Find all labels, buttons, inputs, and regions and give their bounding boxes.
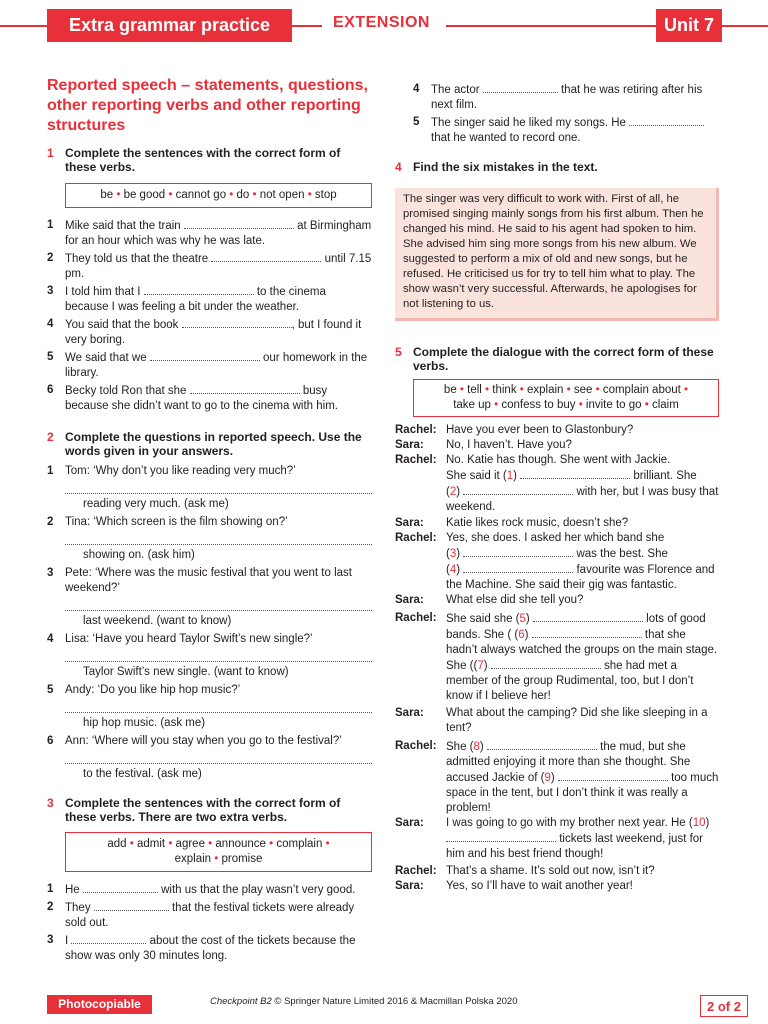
ex2-item-end: reading very much. (ask me) [83, 498, 229, 510]
bullet-separator: • [519, 384, 524, 396]
answer-line[interactable] [65, 479, 372, 494]
ex3-item: 2 They that the festival tickets were already sold out. [47, 901, 355, 929]
answer-gap[interactable] [463, 546, 573, 557]
header-rule-mid1 [292, 25, 322, 27]
dialogue-line: Rachel: Have you ever been to Glastonbury? [395, 424, 634, 436]
ex1-instruction-text: Complete the sentences with the correct form of these verbs. [65, 146, 341, 174]
ex2-item: 2 Tina: ‘Which screen is the film showing on?’ [47, 516, 288, 528]
bullet-separator: • [459, 384, 464, 396]
bullet-separator: • [566, 384, 571, 396]
dialogue-line: Sara: Yes, so I’ll have to wait another year! [395, 880, 633, 892]
ex1-item: 2 They told us that the theatre until 7.15 pm. [47, 252, 372, 280]
answer-line[interactable] [65, 749, 372, 764]
ex2-items [47, 464, 372, 782]
answer-gap[interactable] [629, 115, 704, 126]
photocopiable-badge: Photocopiable [47, 995, 152, 1014]
answer-gap[interactable] [446, 831, 556, 842]
ex2-item: 4 Lisa: ‘Have you heard Taylor Swift’s new single?’ [47, 633, 313, 645]
answer-gap[interactable] [463, 562, 573, 573]
bullet-separator: • [168, 189, 173, 201]
ex3-word-box: add • admit • agree • announce • complain • explain • promise [65, 832, 372, 872]
ex2-item-end: to the festival. (ask me) [83, 768, 202, 780]
ex1-instruction [47, 146, 372, 174]
right-column [395, 82, 719, 894]
dialogue-line: Rachel: That’s a shame. It’s sold out now, isn’t it? [395, 865, 655, 877]
bullet-separator: • [214, 853, 219, 865]
ex1-item: 1 Mike said that the train at Birmingham for an hour which was why he was late. [47, 219, 372, 247]
bullet-separator: • [229, 189, 234, 201]
answer-gap[interactable] [491, 658, 601, 669]
bullet-separator: • [494, 399, 499, 411]
header-unit: Unit 7 [656, 9, 722, 42]
ex1-item: 3 I told him that I to the cinema because I was feeling a bit under the weather. [47, 285, 326, 313]
header-rule-right [722, 25, 768, 27]
ex2-item: 5 Andy: ‘Do you like hip hop music?’ [47, 684, 241, 696]
ex3-item: 1 He with us that the play wasn’t very good. [47, 883, 356, 896]
section-title: Reported speech – statements, questions, other reporting verbs and other reporting structures [47, 77, 368, 134]
answer-line[interactable] [65, 596, 372, 611]
answer-gap[interactable] [94, 900, 169, 911]
bullet-separator: • [595, 384, 600, 396]
dialogue-line: Rachel: No. Katie has though. She went with Jackie. She said it (1) brilliant. She (2) with her, but I was busy that weekend. [395, 454, 719, 513]
ex4-text-box: The singer was very difficult to work with. First of all, he promised singing mainly songs from his first album. Then he changed his mind. He said to his agent had spoken to him. She advised him sing more songs from his new album. We suggested to perform a mix of old and new songs, but he refused. He criticised us for try to tell him what to play. The show wasn’t very successful. Afterwards, he apologises for not listening to us. [395, 188, 719, 321]
ex2-item: 6 Ann: ‘Where will you stay when you go to the festival?’ [47, 735, 342, 747]
answer-gap[interactable] [182, 317, 292, 328]
dialogue-line: Sara: Katie likes rock music, doesn’t she? [395, 517, 629, 529]
answer-gap[interactable] [83, 882, 158, 893]
ex3-item: 3 I about the cost of the tickets because the show was only 30 minutes long. [47, 934, 356, 962]
answer-line[interactable] [65, 698, 372, 713]
dialogue-line: Rachel: Yes, she does. I asked her which band she (3) was the best. She (4) favourite was Florence and the Machine. She said their gig was fantastic. [395, 532, 715, 591]
dialogue-line: Sara: No, I haven’t. Have you? [395, 439, 572, 451]
dialogue-line: Rachel: She said she (5) lots of good bands. She ( (6) that she hadn’t always watched the groups on the main stage. She ((7) she had met a member of the group Rudimental, too, but I don’t know if I believe her! [395, 612, 718, 702]
bullet-separator: • [269, 838, 274, 850]
ex5-word-box: be • tell • think • explain • see • complain about • take up • confess to buy • invite to go • claim [413, 379, 719, 417]
answer-gap[interactable] [483, 82, 558, 93]
bullet-separator: • [485, 384, 490, 396]
ex1-item: 4 You said that the book , but I found it very boring. [47, 318, 362, 346]
bullet-separator: • [644, 399, 649, 411]
bullet-separator: • [307, 189, 312, 201]
answer-gap[interactable] [487, 739, 597, 750]
answer-gap[interactable] [532, 627, 642, 638]
answer-gap[interactable] [184, 218, 294, 229]
answer-gap[interactable] [190, 383, 300, 394]
bullet-separator: • [129, 838, 134, 850]
ex2-item-end: last weekend. (want to know) [83, 615, 232, 627]
footer-copyright: Checkpoint B2 © Springer Nature Limited 2016 & Macmillan Polska 2020 [210, 996, 518, 1007]
ex1-item: 6 Becky told Ron that she busy because she didn’t want to go to the cinema with him. [47, 384, 338, 412]
answer-gap[interactable] [150, 350, 260, 361]
ex1-number: 1 [47, 146, 54, 160]
dialogue-line: Sara: What else did she tell you? [395, 594, 584, 606]
ex2-item-end: Taylor Swift’s new single. (want to know) [83, 666, 289, 678]
bullet-separator: • [168, 838, 173, 850]
answer-gap[interactable] [71, 933, 146, 944]
bullet-separator: • [684, 384, 689, 396]
ex3-instruction: 3 Complete the sentences with the correct form of these verbs. There are two extra verbs. [47, 796, 341, 824]
ex4-instruction: 4 Find the six mistakes in the text. [395, 160, 598, 174]
dialogue-line: Sara: What about the camping? Did she like sleeping in a tent? [395, 707, 708, 734]
bullet-separator: • [325, 838, 330, 850]
ex2-instruction: 2 Complete the questions in reported speech. Use the words given in your answers. [47, 430, 362, 458]
ex2-item: 1 Tom: ‘Why don’t you like reading very much?’ [47, 465, 296, 477]
header-title: Extra grammar practice [47, 9, 292, 42]
bullet-separator: • [578, 399, 583, 411]
ex2-item: 3 Pete: ‘Where was the music festival that you went to last weekend?’ [47, 567, 352, 594]
answer-gap[interactable] [558, 770, 668, 781]
header-rule-mid2 [446, 25, 656, 27]
dialogue-line: Sara: I was going to go with my brother next year. He (10) tickets last weekend, just for him and his best friend though! [395, 817, 710, 860]
header-rule-left [0, 25, 47, 27]
answer-line[interactable] [65, 647, 372, 662]
answer-gap[interactable] [211, 251, 321, 262]
ex2-item-end: hip hop music. (ask me) [83, 717, 206, 729]
answer-gap[interactable] [463, 484, 573, 495]
answer-line[interactable] [65, 530, 372, 545]
ex5-dialogue [395, 423, 719, 894]
page-number: 2 of 2 [700, 995, 748, 1017]
ex2-item-end: showing on. (ask him) [83, 549, 195, 561]
ex1-item: 5 We said that we our homework in the library. [47, 351, 368, 379]
answer-gap[interactable] [520, 468, 630, 479]
dialogue-line: Rachel: She (8) the mud, but she admitted enjoying it more than she thought. She accused Jackie of (9) too much space in the tent, but I don’t think it was really a problem! [395, 740, 719, 814]
ex5-instruction: 5 Complete the dialogue with the correct form of these verbs. [395, 345, 714, 373]
answer-gap[interactable] [533, 611, 643, 622]
answer-gap[interactable] [144, 284, 254, 295]
bullet-separator: • [116, 189, 121, 201]
bullet-separator: • [252, 189, 257, 201]
ex3-item: 4 The actor that he was retiring after his next film. [413, 83, 703, 111]
bullet-separator: • [208, 838, 213, 850]
header-extension: EXTENSION [333, 14, 430, 31]
left-column [47, 76, 372, 964]
ex3-item: 5 The singer said he liked my songs. He that he wanted to record one. [413, 115, 719, 146]
ex1-word-box: be • be good • cannot go • do • not open • stop [65, 183, 372, 208]
